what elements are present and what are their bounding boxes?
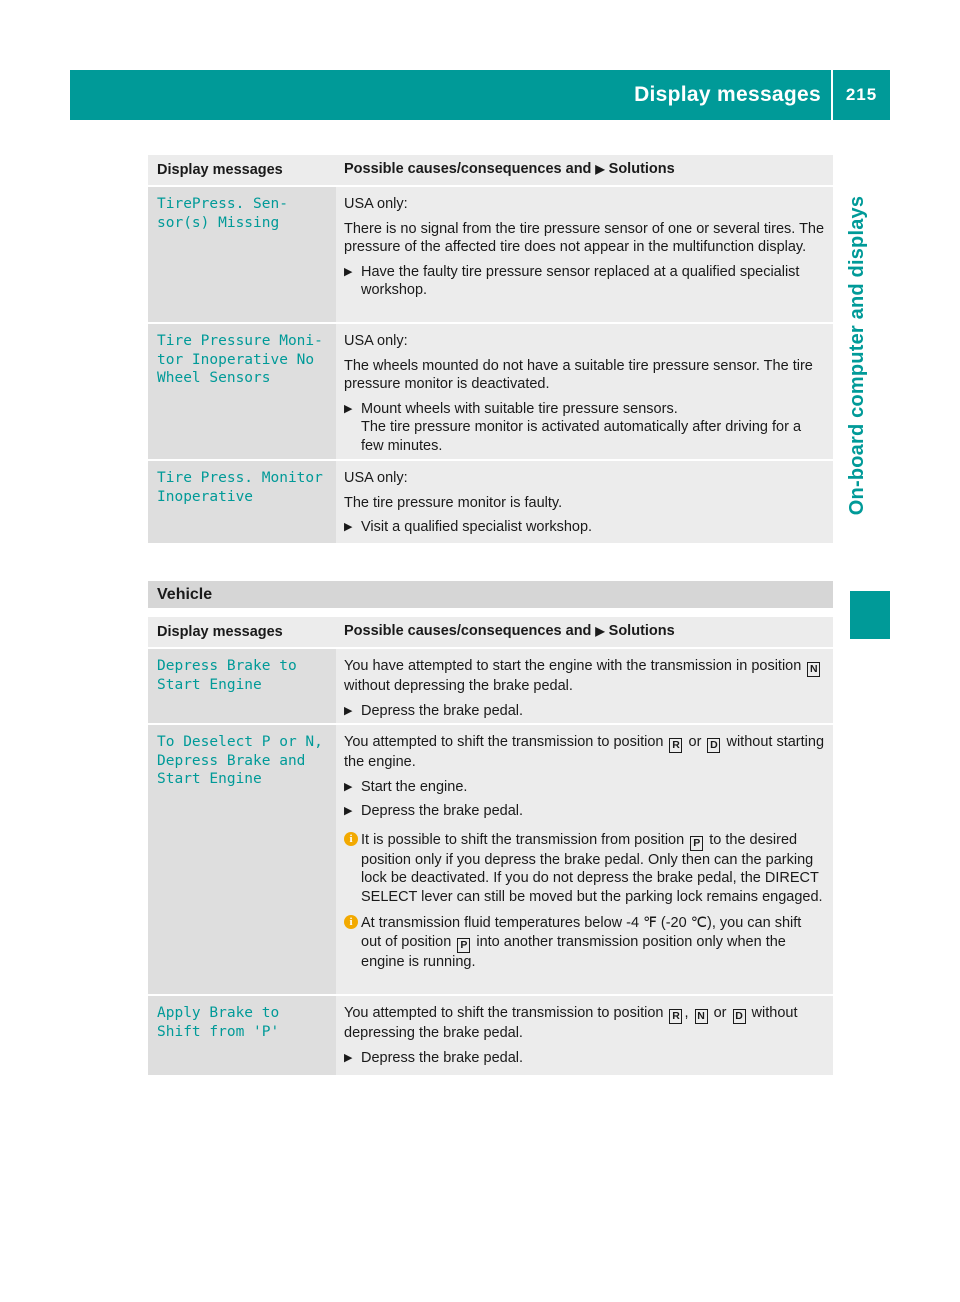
cause-text-part: You attempted to shift the transmission to position xyxy=(344,1005,664,1021)
gear-n-icon: N xyxy=(807,662,820,677)
header-solutions-text: Solutions xyxy=(608,160,675,177)
section-title-vehicle: Vehicle xyxy=(148,581,833,608)
cause-text xyxy=(344,733,825,772)
info-text-part: to the desired position only if you depress the brake pedal. Only then can the parking lock be deactivated. If you do not depress the brake pedal, the DIRECT SELECT lever can still be moved but the parking lock remains engaged. xyxy=(361,831,823,905)
cause-text-part: You have attempted to start the engine with the transmission in position xyxy=(344,658,802,674)
info-note xyxy=(344,831,825,907)
table-row xyxy=(148,461,833,543)
gear-n-icon: N xyxy=(695,1009,708,1024)
cause-text xyxy=(344,657,825,696)
display-message: TirePress. Sen‐ sor(s) Missing xyxy=(157,196,288,231)
step-arrow-icon: ▶ xyxy=(344,521,353,533)
display-message: Tire Press. Monitor Inoperative xyxy=(157,470,323,505)
step-result-text: The tire pressure monitor is activated automatically after driving for a few minutes. xyxy=(361,419,802,454)
table-row xyxy=(148,187,833,324)
header-causes-solutions xyxy=(336,617,833,647)
cause-text: The wheels mounted do not have a suitable tire pressure sensor. The tire pressure monitor is deactivated. xyxy=(344,357,813,392)
info-text-part: It is possible to shift the transmission from position xyxy=(361,831,685,848)
side-chapter-label xyxy=(845,130,871,580)
gear-r-icon: R xyxy=(669,1009,682,1024)
display-message: To Deselect P or N, Depress Brake and Start Engine xyxy=(157,734,323,787)
table-header-row xyxy=(148,155,833,187)
solution-step xyxy=(344,778,825,797)
info-text xyxy=(361,831,825,907)
cause-text: The tire pressure monitor is faulty. xyxy=(344,494,563,511)
page-header xyxy=(70,70,890,120)
step-arrow-icon: ▶ xyxy=(344,265,353,278)
step-text: Mount wheels with suitable tire pressure sensors. xyxy=(361,400,678,417)
cause-text xyxy=(344,1004,825,1043)
step-text: Start the engine. xyxy=(361,778,468,795)
cause-text-part: without depressing the brake pedal. xyxy=(344,1005,798,1041)
gear-p-icon: P xyxy=(690,836,703,851)
region-note: USA only: xyxy=(344,333,408,349)
step-text: Visit a qualified specialist workshop. xyxy=(361,519,593,535)
region-note: USA only: xyxy=(344,470,408,486)
table-row xyxy=(148,649,833,725)
info-text-part: At transmission fluid temperatures below -4 ℉ (-20 ℃), you can shift out of position xyxy=(361,915,802,950)
solution-step xyxy=(344,1049,825,1068)
info-text-part: into another transmission position only when the engine is running. xyxy=(361,933,786,970)
solution-step xyxy=(344,263,825,300)
header-display-messages: Display messages xyxy=(148,617,336,647)
header-causes-solutions xyxy=(336,155,833,185)
step-arrow-icon: ▶ xyxy=(344,402,353,415)
step-text: Depress the brake pedal. xyxy=(361,803,524,819)
step-arrow-icon: ▶ xyxy=(344,780,353,793)
solution-step xyxy=(344,702,825,721)
display-message: Depress Brake to Start Engine xyxy=(157,658,297,693)
display-message: Tire Pressure Moni‐ tor Inoperative No Wheel Sensors xyxy=(157,333,323,386)
cause-text-part: You attempted to shift the transmission to position xyxy=(344,734,664,750)
step-text: Have the faulty tire pressure sensor replaced at a qualified specialist workshop. xyxy=(361,263,800,298)
gear-d-icon: D xyxy=(707,738,720,753)
solution-step xyxy=(344,400,825,456)
header-display-messages: Display messages xyxy=(148,155,336,185)
info-icon: i xyxy=(344,832,358,846)
table-tire-pressure xyxy=(148,155,833,543)
cause-text-or: or xyxy=(713,1005,727,1021)
solution-arrow-icon: ▶ xyxy=(595,161,605,176)
page-number: 215 xyxy=(845,85,878,104)
header-solutions-text: Solutions xyxy=(608,622,675,639)
chapter-tab-marker xyxy=(850,591,890,639)
step-arrow-icon: ▶ xyxy=(344,805,353,817)
step-arrow-icon: ▶ xyxy=(344,704,353,717)
solution-step xyxy=(344,802,825,821)
cause-text: There is no signal from the tire pressure sensor of one or several tires. The pressure of the affected tire does not appear in the multifunction display. xyxy=(344,220,825,255)
cause-text-part: without depressing the brake pedal. xyxy=(344,678,573,694)
table-row xyxy=(148,996,833,1075)
info-text xyxy=(361,914,825,971)
info-note xyxy=(344,914,825,971)
cause-text-comma: , xyxy=(684,1005,689,1021)
solution-arrow-icon: ▶ xyxy=(595,623,605,638)
cause-text-part: without starting the engine. xyxy=(344,734,825,770)
gear-d-icon: D xyxy=(733,1009,746,1024)
gear-p-icon: P xyxy=(457,938,470,953)
step-arrow-icon: ▶ xyxy=(344,1051,353,1064)
info-icon: i xyxy=(344,915,358,929)
solution-step xyxy=(344,518,825,537)
header-causes-text: Possible causes/consequences and xyxy=(344,160,592,177)
table-header-row xyxy=(148,617,833,649)
table-row xyxy=(148,324,833,461)
region-note: USA only: xyxy=(344,196,408,212)
step-text: Depress the brake pedal. xyxy=(361,1049,524,1066)
side-chapter-text: On-board computer and displays xyxy=(846,195,869,515)
step-text: Depress the brake pedal. xyxy=(361,702,524,719)
table-vehicle xyxy=(148,617,833,1075)
header-title: Display messages xyxy=(634,83,821,106)
gear-r-icon: R xyxy=(669,738,682,753)
header-causes-text: Possible causes/consequences and xyxy=(344,622,592,639)
table-row xyxy=(148,725,833,996)
display-message: Apply Brake to Shift from 'P' xyxy=(157,1005,280,1040)
cause-text-or: or xyxy=(688,734,702,750)
